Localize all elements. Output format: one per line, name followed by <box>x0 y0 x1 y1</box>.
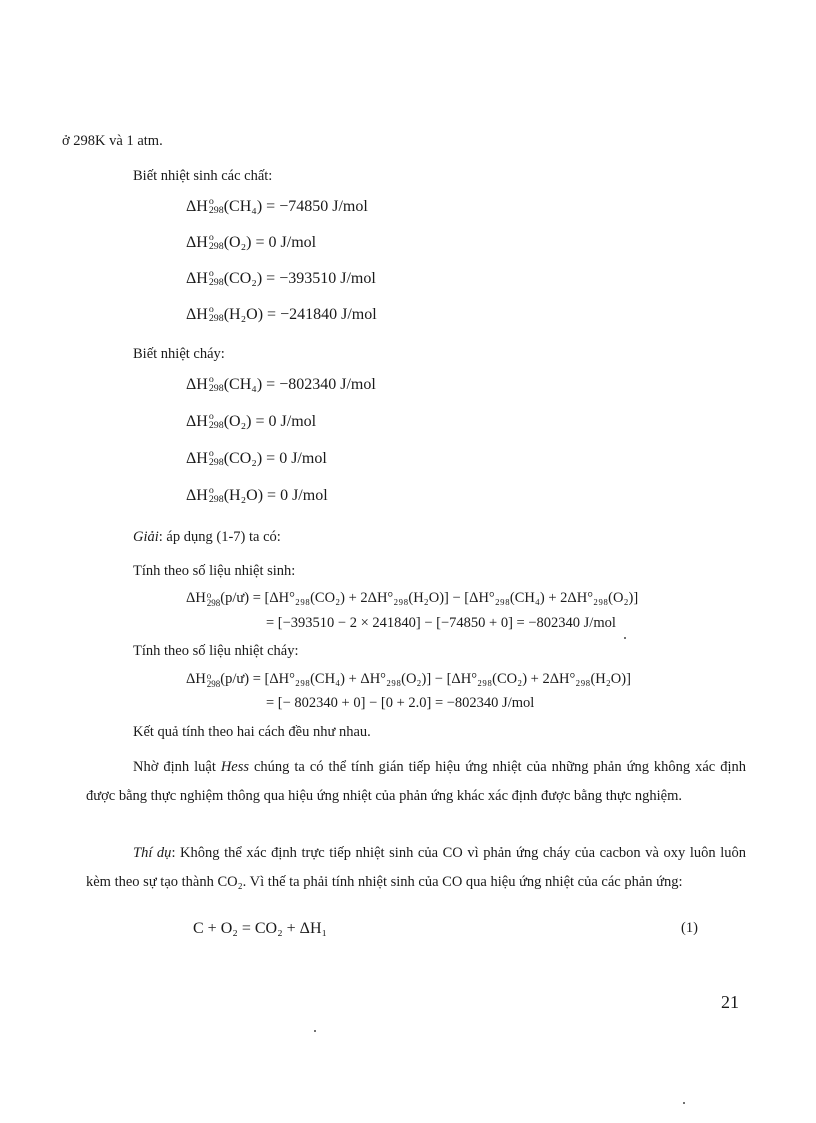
scan-speck <box>683 1102 685 1104</box>
solution-label: Giải <box>133 529 159 545</box>
formation-row <box>186 198 368 216</box>
equation-text: (p/ư) = [ΔH°₂₉₈(CO₂) + 2ΔH°₂₉₈(H₂O)] − [ΔH°₂₉₈(CH₄) + 2ΔH°₂₉₈(O₂)] <box>220 590 639 606</box>
delta-h-symbol: ΔH <box>186 450 208 467</box>
calc-formation-eq1 <box>186 590 638 607</box>
formation-row <box>186 270 376 288</box>
species: (CO₂) <box>223 270 263 287</box>
std-super: o <box>208 374 214 386</box>
delta-h-symbol: ΔH <box>186 234 208 251</box>
species: (H₂O) <box>223 306 264 323</box>
std-super: o <box>206 589 212 600</box>
hess-name: Hess <box>220 759 250 775</box>
example-paragraph <box>86 839 746 897</box>
example-text: : Không thể xác định trực tiếp nhiệt sinh của CO vì phản ứng cháy của cacbon và oxy luôn luôn kèm theo sự tạo thành CO₂. Vì thế ta phải tính nhiệt sinh của CO qua hiệu ứng nhiệt của các phản ứng: <box>86 845 746 890</box>
temp-sub: 298 <box>208 420 224 432</box>
delta-h-symbol: ΔH <box>186 671 206 687</box>
temp-sub: 298 <box>208 313 224 325</box>
value: = −241840 J/mol <box>263 306 377 323</box>
calc-combustion-heading: Tính theo số liệu nhiệt cháy: <box>133 643 299 659</box>
temp-sub: 298 <box>208 205 224 217</box>
combustion-row <box>186 413 316 431</box>
calc-formation-eq2: = [−393510 − 2 × 241840] − [−74850 + 0] = −802340 J/mol <box>266 615 616 631</box>
value: = 0 J/mol <box>263 487 328 504</box>
std-super: o <box>208 485 214 497</box>
combustion-row <box>186 376 376 394</box>
page-number: 21 <box>721 992 739 1012</box>
calc-combustion-eq2: = [− 802340 + 0] − [0 + 2.0] = −802340 J/mol <box>266 695 535 711</box>
hess-text-b: chúng ta có thể tính gián tiếp hiệu ứng nhiệt của những phản ứng không xác định được bằng thực nghiệm thông qua hiệu ứng nhiệt của phản ứng khác xác định được bằng thực nghiệm. <box>86 759 746 804</box>
result-text: Kết quả tính theo hai cách đều như nhau. <box>133 724 371 740</box>
temp-sub: 298 <box>208 494 224 506</box>
temp-sub: 298 <box>208 383 224 395</box>
solution-text: : áp dụng (1-7) ta có: <box>158 529 281 545</box>
species: (CO₂) <box>223 450 263 467</box>
value: = 0 J/mol <box>251 413 317 430</box>
species: (CH₄) <box>223 198 263 215</box>
formation-row <box>186 306 377 324</box>
delta-h-symbol: ΔH <box>186 487 208 504</box>
std-super: o <box>208 411 214 423</box>
value: = −74850 J/mol <box>262 198 368 215</box>
temp-sub: 298 <box>208 241 224 253</box>
std-super: o <box>208 268 214 280</box>
formation-heading: Biết nhiệt sinh các chất: <box>133 168 273 184</box>
delta-h-symbol: ΔH <box>186 376 208 393</box>
reaction-1: C + O₂ = CO₂ + ΔH₁ <box>193 920 328 937</box>
delta-h-symbol: ΔH <box>186 590 206 606</box>
value: = −393510 J/mol <box>262 270 376 287</box>
value: = 0 J/mol <box>251 234 317 251</box>
equation-text: (p/ư) = [ΔH°₂₉₈(CH₄) + ΔH°₂₉₈(O₂)] − [ΔH°₂₉₈(CO₂) + 2ΔH°₂₉₈(H₂O)] <box>220 671 631 687</box>
scan-speck <box>624 637 626 639</box>
example-label: Thí dụ <box>133 845 172 861</box>
std-super: o <box>206 670 212 681</box>
value: = 0 J/mol <box>262 450 327 467</box>
temp-sub: 298 <box>208 457 224 469</box>
species: (O₂) <box>223 234 252 251</box>
species: (O₂) <box>223 413 252 430</box>
combustion-row <box>186 487 328 505</box>
std-super: o <box>208 232 214 244</box>
temp-sub: 298 <box>206 678 221 689</box>
combustion-heading: Biết nhiệt cháy: <box>133 346 225 362</box>
std-super: o <box>208 196 214 208</box>
delta-h-symbol: ΔH <box>186 413 208 430</box>
combustion-row <box>186 450 327 468</box>
formation-row <box>186 234 316 252</box>
delta-h-symbol: ΔH <box>186 198 208 215</box>
hess-text-a: Nhờ định luật <box>133 759 221 775</box>
intro-text: ở 298K và 1 atm. <box>62 133 163 149</box>
species: (H₂O) <box>223 487 264 504</box>
species: (CH₄) <box>223 376 263 393</box>
temp-sub: 298 <box>206 597 221 608</box>
calc-combustion-eq1 <box>186 671 631 688</box>
scan-speck <box>314 1030 316 1032</box>
reaction-1-number: (1) <box>681 920 698 936</box>
hess-paragraph <box>86 753 746 811</box>
value: = −802340 J/mol <box>262 376 376 393</box>
delta-h-symbol: ΔH <box>186 270 208 287</box>
std-super: o <box>208 304 214 316</box>
calc-formation-heading: Tính theo số liệu nhiệt sinh: <box>133 563 296 579</box>
std-super: o <box>208 448 214 460</box>
delta-h-symbol: ΔH <box>186 306 208 323</box>
temp-sub: 298 <box>208 277 224 289</box>
solution-line <box>133 529 281 546</box>
